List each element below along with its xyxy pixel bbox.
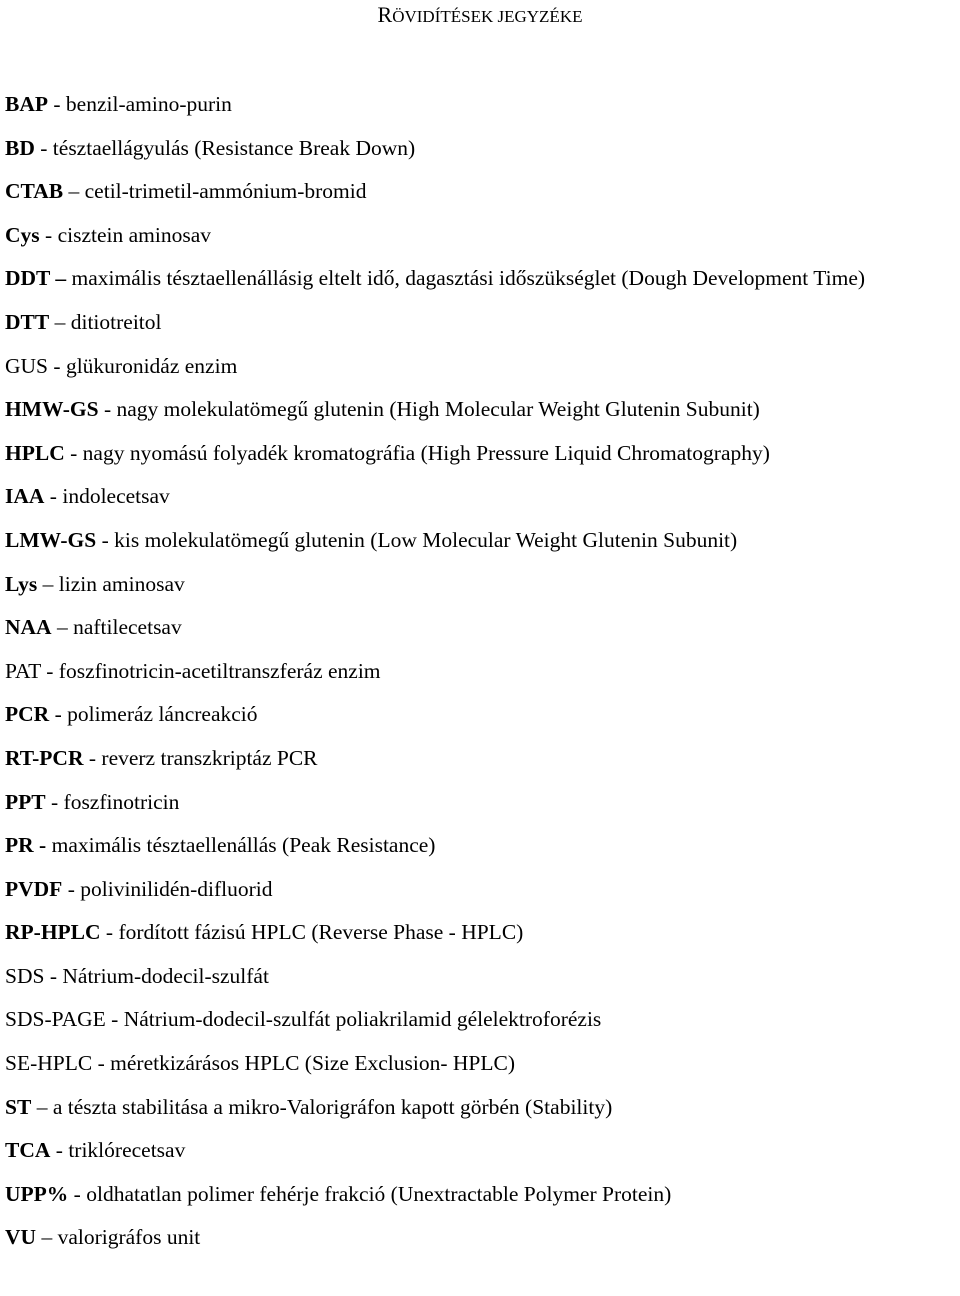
abbreviation-entry (5, 388, 955, 432)
separator: – (51, 615, 74, 640)
abbreviation-entry (5, 737, 955, 781)
definition: maximális tésztaellenállásig eltelt idő, dagasztási időszükséglet (Dough Development Time) (71, 266, 866, 291)
definition: polimeráz láncreakció (67, 702, 258, 727)
definition: nagy nyomású folyadék kromatográfia (High Pressure Liquid Chromatography) (82, 440, 770, 465)
separator: - (44, 963, 63, 988)
abbreviation-entry (5, 301, 955, 345)
page-title (0, 0, 960, 32)
abbreviation: PR (5, 833, 34, 858)
separator: - (48, 92, 66, 116)
abbreviation: SE-HPLC (5, 1051, 93, 1076)
abbreviation-entry (5, 1086, 955, 1130)
separator: – (36, 1225, 58, 1250)
abbreviation-entry (5, 170, 955, 214)
definition: cisztein aminosav (57, 222, 212, 247)
abbreviation-entry (5, 606, 955, 650)
separator: – (63, 179, 85, 204)
abbreviation-entry (5, 693, 955, 737)
abbreviation-entry (5, 868, 955, 912)
separator: - (98, 397, 117, 422)
abbreviation-entry (5, 563, 955, 607)
abbreviation: IAA (5, 484, 45, 509)
definition: glükuronidáz enzim (65, 353, 238, 378)
definition: foszfinotricin-acetiltranszferáz enzim (58, 658, 381, 683)
abbreviation-list (5, 83, 955, 1260)
abbreviation: LMW-GS (5, 527, 97, 552)
abbreviation: SDS-PAGE (5, 1007, 106, 1032)
separator: - (83, 745, 102, 770)
abbreviation: PPT (5, 789, 46, 814)
abbreviation: BAP (5, 92, 48, 116)
abbreviation: PAT (5, 658, 41, 683)
definition: valorigráfos unit (57, 1225, 201, 1250)
abbreviation: Lys (5, 571, 38, 596)
abbreviation: SDS (5, 963, 45, 988)
separator: - (48, 353, 66, 378)
separator: - (64, 440, 83, 465)
separator: - (62, 876, 81, 901)
abbreviation: TCA (5, 1138, 51, 1163)
abbreviation: NAA (5, 615, 52, 640)
definition: nagy molekulatömegű glutenin (High Molecular Weight Glutenin Subunit) (116, 397, 760, 422)
abbreviation: GUS (5, 353, 49, 378)
definition: tésztaellágyulás (Resistance Break Down) (52, 135, 416, 160)
definition: a tészta stabilitása a mikro-Valorigráfon kapott görbén (Stability) (52, 1094, 613, 1119)
abbreviation-entry (5, 83, 955, 127)
title-rest: ÖVIDÍTÉSEK JEGYZÉKE (392, 7, 583, 26)
abbreviation-entry (5, 1216, 955, 1260)
abbreviation-entry (5, 345, 955, 389)
abbreviation: RP-HPLC (5, 920, 101, 945)
abbreviation-entry (5, 650, 955, 694)
definition: oldhatatlan polimer fehérje frakció (Unextractable Polymer Protein) (86, 1181, 672, 1206)
separator: - (92, 1051, 111, 1076)
abbreviation: RT-PCR (5, 745, 84, 770)
abbreviation-entry (5, 824, 955, 868)
definition: fordított fázisú HPLC (Reverse Phase - HPLC) (118, 920, 524, 945)
separator: - (100, 920, 119, 945)
definition: foszfinotricin (63, 789, 180, 814)
definition: kis molekulatömegű glutenin (Low Molecular Weight Glutenin Subunit) (114, 527, 738, 552)
definition: reverz transzkriptáz PCR (101, 745, 318, 770)
definition: cetil-trimetil-ammónium-bromid (84, 179, 367, 204)
abbreviation-entry (5, 1042, 955, 1086)
abbreviation: DDT (5, 266, 51, 291)
abbreviation-entry (5, 432, 955, 476)
separator: - (45, 789, 64, 814)
abbreviation: BD (5, 135, 35, 160)
definition: indolecetsav (62, 484, 170, 509)
abbreviation-entry (5, 127, 955, 171)
definition: Nátrium-dodecil-szulfát poliakrilamid gélelektroforézis (123, 1007, 602, 1032)
separator: - (44, 484, 63, 509)
separator: – (50, 266, 72, 291)
abbreviation: HMW-GS (5, 397, 99, 422)
separator: - (68, 1181, 87, 1206)
abbreviation: UPP% (5, 1181, 69, 1206)
separator: – (37, 571, 59, 596)
abbreviation: Cys (5, 222, 40, 247)
abbreviation: ST (5, 1094, 32, 1119)
abbreviation-entry (5, 475, 955, 519)
separator: - (40, 658, 59, 683)
abbreviation-entry (5, 1129, 955, 1173)
separator: - (39, 222, 58, 247)
separator: – (49, 309, 71, 334)
separator: - (49, 702, 68, 727)
abbreviation-entry (5, 911, 955, 955)
abbreviation: DTT (5, 309, 50, 334)
definition: polivinilidén-difluorid (80, 876, 273, 901)
separator: - (34, 135, 53, 160)
separator: – (31, 1094, 53, 1119)
abbreviation-entry (5, 257, 960, 301)
abbreviation: PCR (5, 702, 50, 727)
separator: - (33, 833, 52, 858)
definition: lizin aminosav (58, 571, 185, 596)
abbreviation-entry (5, 214, 955, 258)
definition: triklórecetsav (68, 1138, 186, 1163)
abbreviation: HPLC (5, 440, 65, 465)
definition: naftilecetsav (73, 615, 182, 640)
separator: - (50, 1138, 69, 1163)
definition: maximális tésztaellenállás (Peak Resistance) (51, 833, 436, 858)
abbreviation-entry (5, 519, 955, 563)
abbreviation-entry (5, 998, 955, 1042)
separator: - (96, 527, 115, 552)
abbreviation-entry (5, 781, 955, 825)
definition: ditiotreitol (70, 309, 162, 334)
definition: méretkizárásos HPLC (Size Exclusion- HPLC) (110, 1051, 515, 1076)
abbreviation-entry (5, 1173, 955, 1217)
separator: - (105, 1007, 124, 1032)
abbreviation: VU (5, 1225, 37, 1250)
definition: benzil-amino-purin (65, 92, 232, 116)
abbreviation: CTAB (5, 179, 64, 204)
abbreviation-entry (5, 955, 955, 999)
definition: Nátrium-dodecil-szulfát (62, 963, 269, 988)
title-initial: R (377, 2, 393, 27)
abbreviation: PVDF (5, 876, 63, 901)
